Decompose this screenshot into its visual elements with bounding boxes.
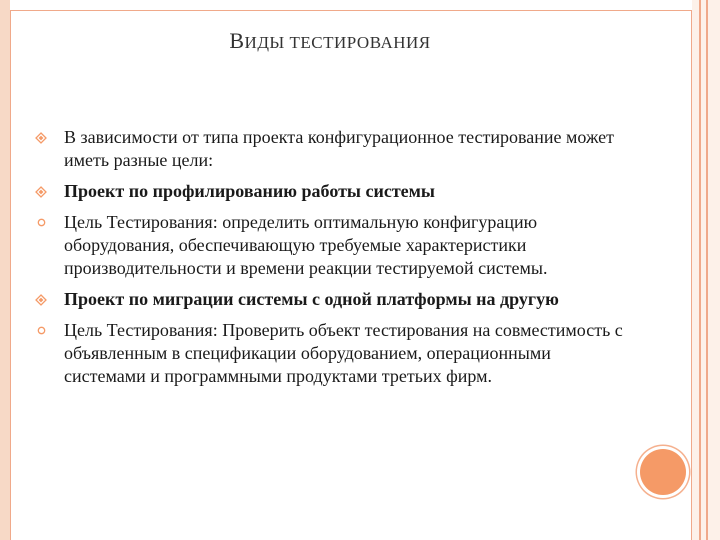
orange-diamond-icon <box>34 180 48 203</box>
list-item-text: Цель Тестирования: определить оптимальную конфигурацию оборудования, обеспечивающую требуемые характеристики производительности и времени реакции тестируемой системы. <box>64 212 548 278</box>
list-item <box>34 288 634 311</box>
right-decor-line <box>706 0 708 540</box>
list-item-text: В зависимости от типа проекта конфигурационное тестирование может иметь разные цели: <box>64 127 615 170</box>
left-decor-band <box>0 0 10 540</box>
title-rest: ИДЫ ТЕСТИРОВАНИЯ <box>244 33 431 52</box>
list-item-text: Проект по миграции системы с одной платформы на другую <box>64 289 559 309</box>
slide-title <box>0 28 660 54</box>
title-capital: В <box>229 28 245 53</box>
slide-content <box>34 126 634 388</box>
orange-ring-icon <box>34 319 48 342</box>
orange-circle-decoration <box>640 449 686 495</box>
list-item-text: Цель Тестирования: Проверить объект тестирования на совместимость с объявленным в спецификации оборудованием, операционными системами и программными продуктами третьих фирм. <box>64 320 623 386</box>
list-item <box>34 126 634 172</box>
list-item <box>34 211 634 280</box>
right-decor-line <box>699 0 701 540</box>
orange-diamond-icon <box>34 126 48 149</box>
list-item-text: Проект по профилированию работы системы <box>64 181 435 201</box>
list-item <box>34 319 634 388</box>
orange-diamond-icon <box>34 288 48 311</box>
orange-ring-icon <box>34 211 48 234</box>
list-item <box>34 180 634 203</box>
